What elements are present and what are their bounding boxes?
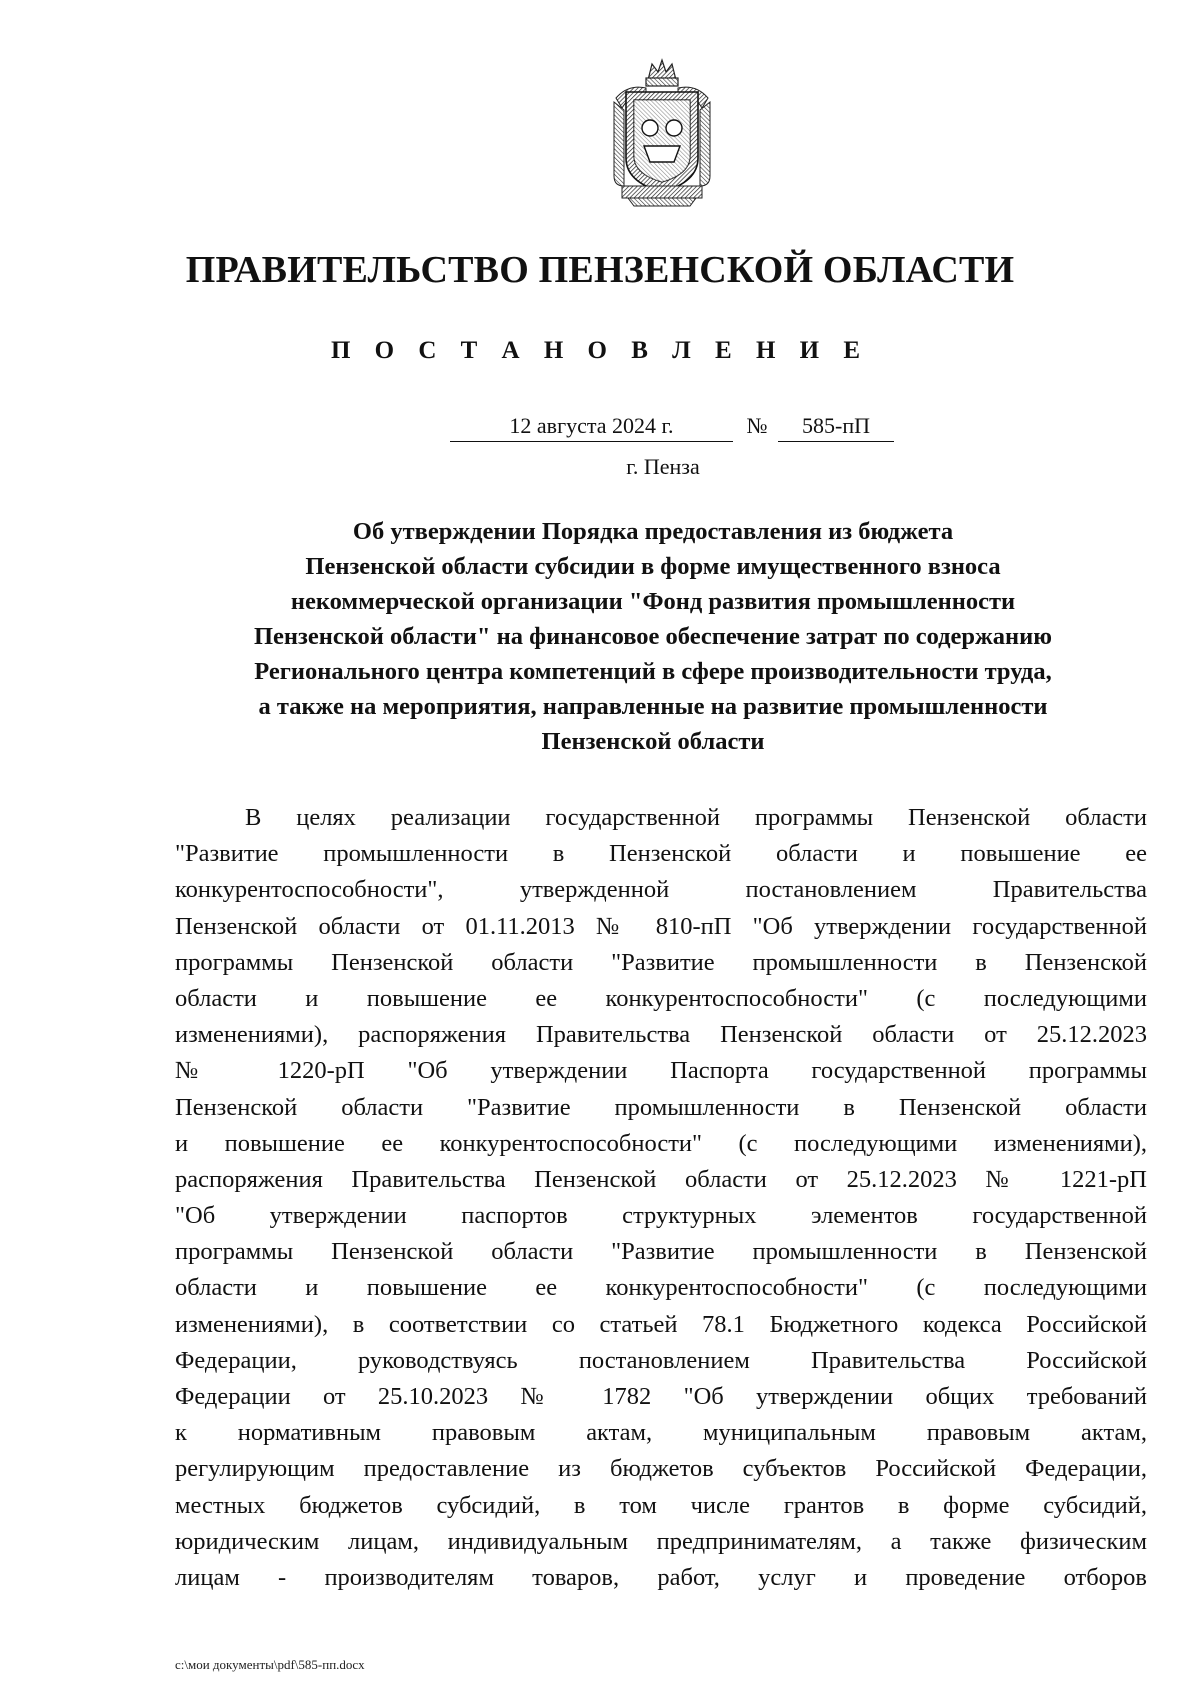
body-line: области и повышение ее конкурентоспособности" (с последующими	[175, 984, 1147, 1012]
body-line: В целях реализации государственной программы Пензенской области	[245, 804, 1147, 831]
body-line: Федерации от 25.10.2023 № 1782 "Об утверждении общих требований	[175, 1383, 1147, 1410]
document-city: г. Пенза	[626, 454, 700, 479]
body-line: изменениями), в соответствии со статьей 78.1 Бюджетного кодекса Российской	[175, 1310, 1147, 1338]
subject-line: Регионального центра компетенций в сфере производительности труда,	[254, 658, 1052, 685]
body-line: распоряжения Правительства Пензенской области от 25.12.2023 № 1221-рП	[175, 1165, 1147, 1193]
body-line: программы Пензенской области "Развитие промышленности в Пензенской	[175, 1238, 1147, 1266]
body-line: программы Пензенской области "Развитие промышленности в Пензенской	[175, 948, 1147, 976]
file-path-footer: c:\мои документы\pdf\585-пп.docx	[175, 1657, 365, 1672]
number-sign: №	[746, 413, 768, 438]
document-number: 585-пП	[778, 412, 894, 442]
body-line: регулирующим предоставление из бюджетов субъектов Российской Федерации,	[175, 1455, 1147, 1483]
subject-line: Пензенской области субсидии в форме имущественного взноса	[305, 553, 1001, 580]
body-line: Федерации, руководствуясь постановлением Правительства Российской	[175, 1346, 1147, 1374]
subject-line: Об утверждении Порядка предоставления из бюджета	[352, 518, 954, 545]
body-line: № 1220-рП "Об утверждении Паспорта государственной программы	[175, 1057, 1147, 1085]
body-line: Пензенской области от 01.11.2013 № 810-пП "Об утверждении государственной	[175, 912, 1147, 940]
document-type: П О С Т А Н О В Л Е Н И Е	[330, 337, 870, 364]
body-line: Пензенской области "Развитие промышленности в Пензенской области	[175, 1093, 1147, 1121]
body-line: и повышение ее конкурентоспособности" (с последующими изменениями),	[175, 1129, 1147, 1157]
body-line: юридическим лицам, индивидуальным предпринимателям, а также физическим	[175, 1527, 1147, 1555]
subject-line: Пензенской области	[541, 728, 765, 755]
body-line: области и повышение ее конкурентоспособности" (с последующими	[175, 1274, 1147, 1302]
body-line: конкурентоспособности", утвержденной постановлением Правительства	[175, 876, 1147, 904]
document-date: 12 августа 2024 г.	[450, 412, 733, 442]
body-paragraph	[175, 800, 1147, 1596]
body-line: "Об утверждении паспортов структурных элементов государственной	[175, 1202, 1147, 1230]
body-line: "Развитие промышленности в Пензенской области и повышение ее	[175, 840, 1147, 868]
subject-line: Пензенской области" на финансовое обеспечение затрат по содержанию	[253, 623, 1053, 650]
subject-line: некоммерческой организации "Фонд развития промышленности	[290, 588, 1016, 615]
body-line: к нормативным правовым актам, муниципальным правовым актам,	[175, 1419, 1147, 1447]
body-line: изменениями), распоряжения Правительства Пензенской области от 25.12.2023	[175, 1021, 1147, 1049]
body-line: лицам - производителям товаров, работ, услуг и проведение отборов	[175, 1563, 1147, 1591]
body-line: местных бюджетов субсидий, в том числе грантов в форме субсидий,	[175, 1491, 1147, 1519]
document-subject	[180, 514, 1126, 759]
coat-of-arms-icon	[608, 58, 716, 208]
organization-title: ПРАВИТЕЛЬСТВО ПЕНЗЕНСКОЙ ОБЛАСТИ	[185, 249, 1015, 291]
subject-line: а также на мероприятия, направленные на развитие промышленности	[258, 693, 1048, 720]
